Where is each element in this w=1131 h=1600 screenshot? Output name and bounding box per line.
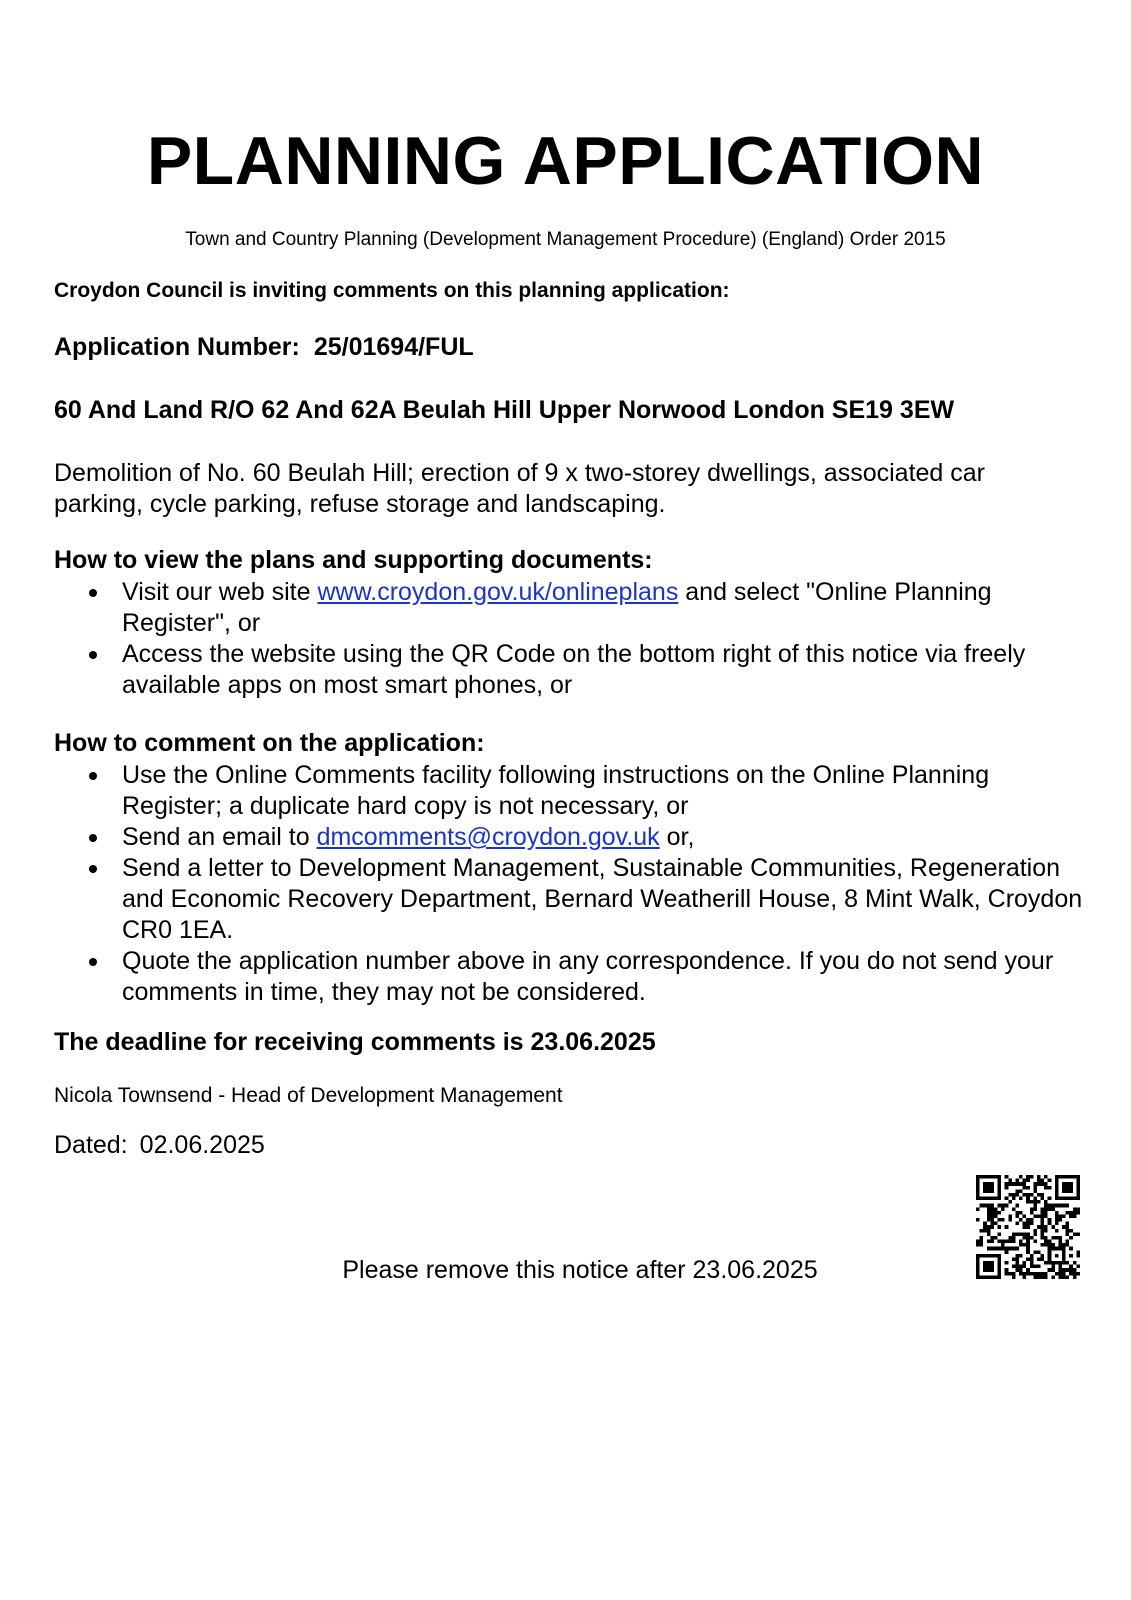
qr-code-icon[interactable]: [976, 1175, 1080, 1279]
removal-notice: Please remove this notice after 23.06.2025: [342, 1256, 818, 1284]
dated: [54, 1130, 265, 1160]
email-link[interactable]: dmcomments@croydon.gov.uk: [316, 823, 660, 851]
legislation-subtitle: Town and Country Planning (Development Management Procedure) (England) Order 2015: [185, 229, 946, 250]
view-plans-heading: How to view the plans and supporting documents:: [54, 546, 653, 574]
application-number: [54, 332, 474, 362]
dated-value: 02.06.2025: [139, 1131, 265, 1159]
list-item: Send a letter to Development Management, Sustainable Communities, Regeneration and Economic Recovery Department, Bernard Weatherill House, 8 Mint Walk, Croydon CR0 1EA.: [54, 853, 1084, 946]
dated-label: Dated:: [54, 1131, 128, 1159]
list-item: [54, 822, 1084, 853]
invitation-text: Croydon Council is inviting comments on this planning application:: [54, 279, 730, 302]
application-number-value: 25/01694/FUL: [313, 333, 474, 361]
signatory: Nicola Townsend - Head of Development Management: [54, 1084, 563, 1107]
site-address: 60 And Land R/O 62 And 62A Beulah Hill Upper Norwood London SE19 3EW: [54, 396, 955, 424]
comment-deadline: The deadline for receiving comments is 23.06.2025: [54, 1028, 656, 1056]
list-item-text: and select "Online Planning Register", or: [122, 578, 992, 637]
comment-heading: How to comment on the application:: [54, 729, 485, 757]
list-item-text: Visit our web site: [122, 578, 318, 606]
application-number-label: Application Number:: [54, 333, 300, 361]
page-title: PLANNING APPLICATION: [146, 123, 985, 199]
list-item: Access the website using the QR Code on the bottom right of this notice via freely available apps on most smart phones, or: [54, 639, 1084, 701]
proposal-description: Demolition of No. 60 Beulah Hill; erection of 9 x two-storey dwellings, associated car parking, cycle parking, refuse storage and landscaping.: [54, 459, 985, 518]
comment-instructions-list: [54, 760, 1084, 1008]
list-item: [54, 577, 1084, 639]
view-plans-list: [54, 577, 1084, 701]
list-item: Use the Online Comments facility following instructions on the Online Planning Register; a duplicate hard copy is not necessary, or: [54, 760, 1084, 822]
list-item-text: Send an email to: [122, 823, 317, 851]
online-plans-link[interactable]: www.croydon.gov.uk/onlineplans: [317, 578, 679, 606]
list-item: Quote the application number above in any correspondence. If you do not send your comments in time, they may not be considered.: [54, 946, 1084, 1008]
list-item-text: or,: [659, 823, 695, 851]
